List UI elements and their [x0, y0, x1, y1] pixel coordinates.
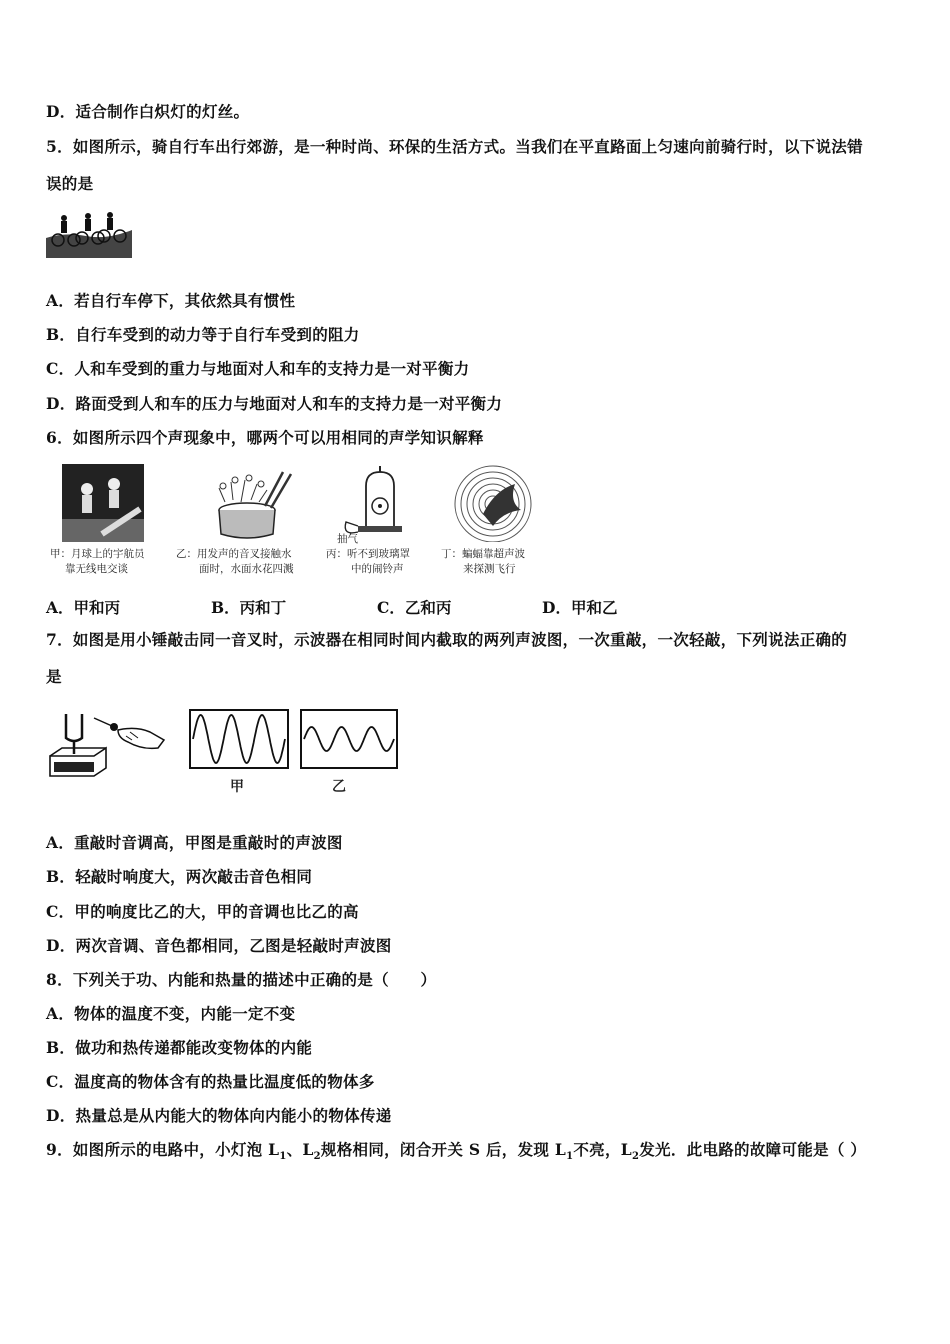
waveform-yi — [300, 709, 398, 769]
q8-stem: 8．下列关于功、内能和热量的描述中正确的是（ ） — [46, 970, 437, 989]
q5-option-b: B．自行车受到的动力等于自行车受到的阻力 — [46, 325, 360, 344]
q9-sub-1: 1 — [279, 1151, 287, 1163]
bat-ultrasound-figure — [453, 464, 535, 542]
q8-option-a: A．物体的温度不变，内能一定不变 — [46, 1004, 296, 1023]
caption-bing-2: 中的闹铃声 — [351, 563, 404, 575]
tuning-fork-hammer-figure — [46, 704, 168, 778]
q6-options — [46, 596, 926, 616]
waveform-label-jia: 甲 — [230, 779, 244, 795]
q8-option-b: B．做功和热传递都能改变物体的内能 — [46, 1038, 313, 1057]
q5-option-d: D．路面受到人和车的压力与地面对人和车的支持力是一对平衡力 — [46, 394, 503, 413]
bell-jar-figure — [332, 466, 418, 542]
caption-bing-pump: 抽气 — [337, 533, 358, 545]
tuning-fork-water-figure — [205, 462, 297, 542]
q5-stem-line1: 5．如图所示，骑自行车出行郊游，是一种时尚、环保的生活方式。当我们在平直路面上匀速向前骑行时，以下说法错 — [46, 137, 863, 156]
caption-bing-1: 丙：听不到玻璃罩 — [326, 548, 410, 560]
q7-option-c: C．甲的响度比乙的大，甲的音调也比乙的高 — [46, 902, 359, 921]
q9-text-2: 、L — [286, 1140, 314, 1159]
q7-stem-line2: 是 — [46, 667, 62, 686]
q6-option-b: B．丙和丁 — [211, 598, 287, 617]
q7-option-b: B．轻敲时响度大，两次敲击音色相同 — [46, 867, 313, 886]
q9-sub-3: 1 — [566, 1151, 574, 1163]
caption-yi-1: 乙：用发声的音叉接触水 — [176, 548, 292, 560]
q4-option-d: D．适合制作白炽灯的灯丝。 — [46, 102, 250, 121]
q5-option-c: C．人和车受到的重力与地面对人和车的支持力是一对平衡力 — [46, 359, 470, 378]
q6-option-d: D．甲和乙 — [542, 598, 618, 617]
q9-sub-2: 2 — [313, 1151, 321, 1163]
caption-yi-2: 面时，水面水花四溅 — [199, 563, 294, 575]
q6-option-c: C．乙和丙 — [377, 598, 452, 617]
waveform-jia — [189, 709, 289, 769]
q5-stem-line2: 误的是 — [46, 174, 94, 193]
caption-jia-2: 靠无线电交谈 — [65, 563, 128, 575]
q9-text-3: 规格相同，闭合开关 S 后，发现 L — [320, 1140, 567, 1159]
cyclists-figure — [46, 206, 132, 258]
q6-option-a: A．甲和丙 — [46, 598, 121, 617]
caption-jia-1: 甲：月球上的宇航员 — [50, 548, 145, 560]
astronaut-figure — [62, 464, 144, 542]
q8-option-d: D．热量总是从内能大的物体向内能小的物体传递 — [46, 1106, 392, 1125]
q9-text-5: 发光．此电路的故障可能是（ ） — [639, 1140, 867, 1159]
caption-ding-2: 来探测飞行 — [463, 563, 516, 575]
waveform-label-yi: 乙 — [332, 779, 346, 795]
q6-stem: 6．如图所示四个声现象中，哪两个可以用相同的声学知识解释 — [46, 428, 484, 447]
q9-sub-4: 2 — [631, 1151, 640, 1163]
q7-option-d: D．两次音调、音色都相同，乙图是轻敲时声波图 — [46, 936, 392, 955]
caption-ding-1: 丁：蝙蝠靠超声波 — [441, 548, 525, 560]
q7-stem-line1: 7．如图是用小锤敲击同一音叉时，示波器在相同时间内截取的两列声波图，一次重敲，一次轻敲，下列说法正确的 — [46, 630, 848, 649]
q5-option-a: A．若自行车停下，其依然具有惯性 — [46, 291, 296, 310]
q9-stem — [46, 1140, 866, 1167]
q9-text-4: 不亮，L — [573, 1140, 632, 1159]
q7-option-a: A．重敲时音调高，甲图是重敲时的声波图 — [46, 833, 343, 852]
q8-option-c: C．温度高的物体含有的热量比温度低的物体多 — [46, 1072, 375, 1091]
q9-text-1: 9．如图所示的电路中，小灯泡 L — [46, 1140, 280, 1159]
